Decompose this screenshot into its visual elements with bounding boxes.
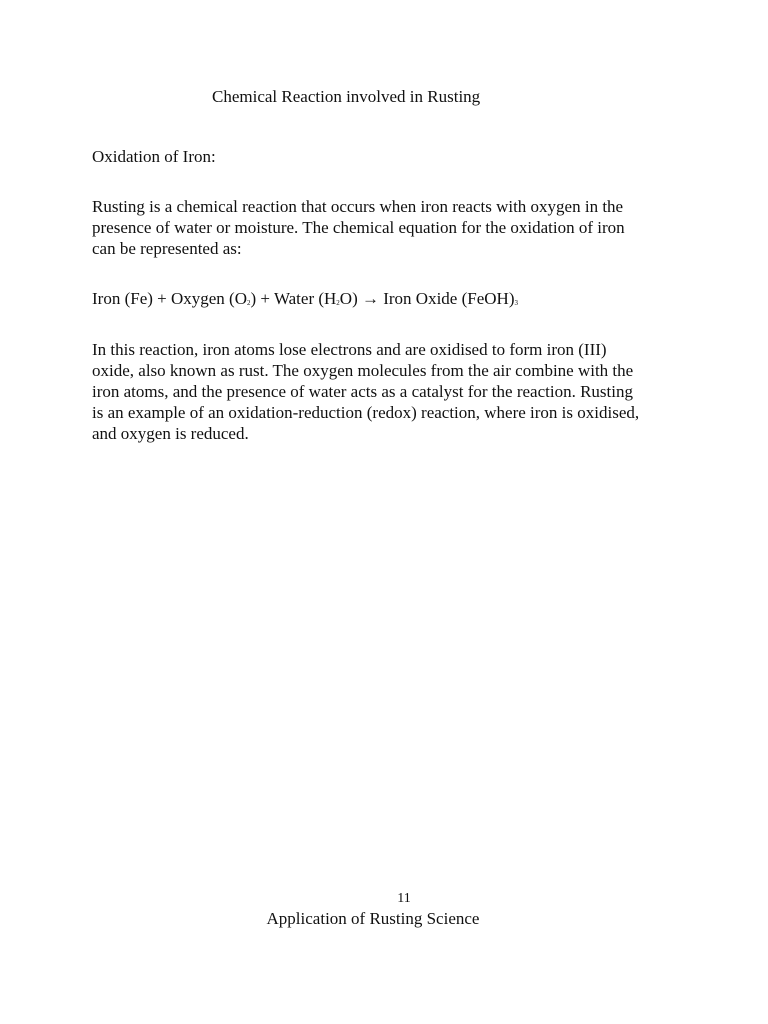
paragraph-line: Rusting is a chemical reaction that occurs when iron reacts with oxygen in the [92,197,624,216]
page-title: Chemical Reaction involved in Rusting [212,87,481,106]
equation-text: ) + Water (H [250,289,337,308]
paragraph-explanation [92,339,692,444]
paragraph-line: can be represented as: [92,239,242,258]
paragraph-line: and oxygen is reduced. [92,424,249,443]
paragraph-line: presence of water or moisture. The chemical equation for the oxidation of iron [92,218,625,237]
footer-running-title: Application of Rusting Science [266,909,480,928]
section-heading: Oxidation of Iron: [92,147,216,166]
paragraph-line: is an example of an oxidation-reduction (redox) reaction, where iron is oxidised, [92,403,640,422]
paragraph-line: In this reaction, iron atoms lose electrons and are oxidised to form iron (III) [92,340,607,359]
paragraph-line: oxide, also known as rust. The oxygen molecules from the air combine with the [92,361,634,380]
equation-text: Iron (Fe) + Oxygen (O [92,289,247,308]
equation-subscript: 2 [336,299,340,307]
equation-subscript: 2 [247,299,251,307]
equation-subscript: 3 [514,299,518,307]
paragraph-intro [92,196,692,259]
equation-text: O) → Iron Oxide (FeOH) [339,289,515,308]
chemical-equation [92,288,518,310]
paragraph-line: iron atoms, and the presence of water acts as a catalyst for the reaction. Rusting [92,382,633,401]
page-number: 11 [397,891,411,906]
